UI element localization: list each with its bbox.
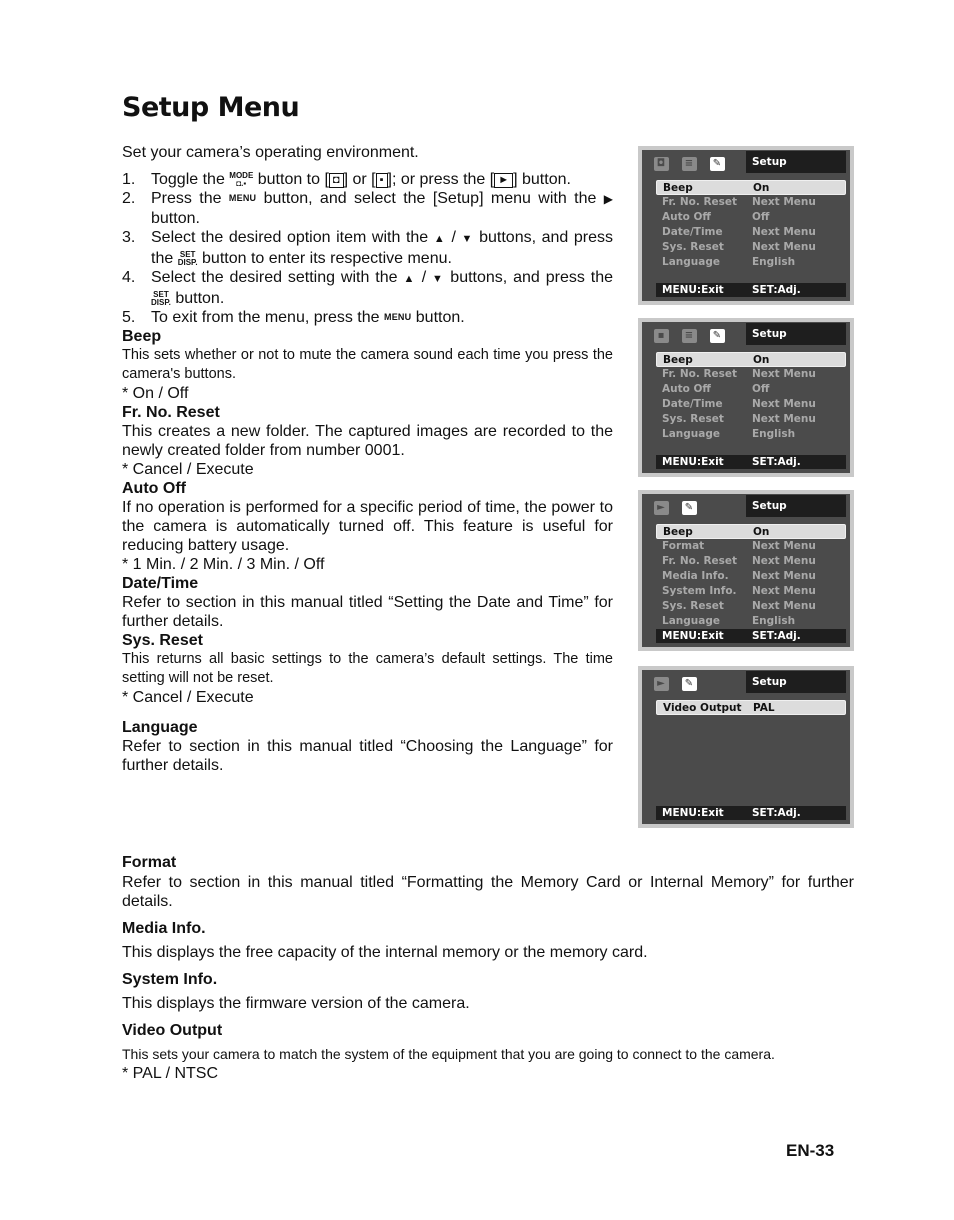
menu-header: Setup — [746, 671, 846, 693]
section-heading-media-info: Media Info. — [122, 920, 206, 937]
right-arrow-icon: ▶ — [603, 192, 614, 206]
setup-screen-1 — [638, 146, 854, 305]
menu-row: Language English — [662, 615, 796, 627]
step-2 — [122, 189, 613, 228]
tab-movie — [650, 325, 672, 347]
step-1 — [122, 170, 613, 189]
wrench-icon: ✎ — [710, 329, 725, 343]
down-arrow-icon: ▼ — [461, 233, 474, 245]
step-text: button. — [175, 290, 225, 307]
setup-screen-3 — [638, 490, 854, 651]
step-text: Select the desired setting with the — [151, 269, 398, 286]
menu-row: Auto Off Off — [662, 211, 770, 223]
section-heading-fr-no-reset: Fr. No. Reset — [122, 404, 220, 422]
menu-row: Fr. No. Reset Next Menu — [662, 196, 816, 208]
menu-row: Beep On — [656, 352, 846, 367]
menu-button-icon: MENU — [384, 312, 412, 323]
camera-lcd-screen — [642, 494, 850, 647]
step-text: ] or [ — [343, 171, 376, 188]
menu-row: Sys. Reset Next Menu — [662, 241, 816, 253]
step-text: ]; or press the [ — [387, 171, 495, 188]
step-text: Toggle the — [151, 171, 225, 188]
menu-button-icon: MENU — [228, 193, 257, 204]
section-body-format: Refer to section in this manual titled “Formatting the Memory Card or Internal Memory” for further details. — [122, 874, 854, 910]
full-width-column — [122, 853, 854, 1083]
down-arrow-icon: ▼ — [432, 273, 445, 285]
section-heading-sys-reset: Sys. Reset — [122, 632, 203, 650]
step-text: button. — [415, 309, 465, 326]
wrench-icon: ✎ — [682, 501, 697, 515]
tab-playback — [650, 497, 672, 519]
tab-setup — [706, 153, 728, 175]
menu-rows — [656, 180, 846, 270]
menu-header: Setup — [746, 323, 846, 345]
tab-list — [678, 325, 700, 347]
step-5 — [122, 308, 613, 327]
movie-icon: ▪ — [654, 329, 669, 343]
step-text: / — [421, 269, 427, 286]
list-icon: ≡ — [682, 329, 697, 343]
section-heading-beep: Beep — [122, 328, 162, 346]
menu-row: Format Next Menu — [662, 540, 816, 552]
menu-row: Beep On — [656, 180, 846, 195]
menu-row: Fr. No. Reset Next Menu — [662, 555, 816, 567]
wrench-icon: ✎ — [682, 677, 697, 691]
menu-row: Video Output PAL — [656, 700, 846, 715]
menu-row: Auto Off Off — [662, 383, 770, 395]
section-heading-date-time: Date/Time — [122, 575, 199, 593]
menu-rows — [656, 524, 846, 629]
play-icon: ► — [654, 677, 669, 691]
page-number: EN-33 — [786, 1141, 835, 1160]
step-4 — [122, 268, 613, 308]
menu-row: Beep On — [656, 524, 846, 539]
step-text: Press the — [151, 190, 222, 207]
step-text: button. — [151, 210, 200, 227]
menu-header: Setup — [746, 495, 846, 517]
step-number: 2. — [122, 190, 136, 207]
tab-camera — [650, 153, 672, 175]
section-options-sys-reset: * Cancel / Execute — [122, 689, 254, 707]
intro-text: Set your camera’s operating environment. — [122, 144, 419, 161]
wrench-icon: ✎ — [710, 157, 725, 171]
menu-header: Setup — [746, 151, 846, 173]
menu-row: Sys. Reset Next Menu — [662, 600, 816, 612]
left-column — [122, 143, 613, 775]
section-heading-system-info: System Info. — [122, 971, 218, 988]
camera-lcd-screen — [642, 670, 850, 824]
menu-row: Language English — [662, 256, 796, 268]
menu-footer: MENU:Exit SET:Adj. — [656, 806, 846, 820]
menu-row: System Info. Next Menu — [662, 585, 816, 597]
set-disp-button-icon: SET DISP. — [151, 289, 171, 307]
setup-screen-4 — [638, 666, 854, 828]
section-body-system-info: This displays the firmware version of the camera. — [122, 995, 470, 1012]
camera-lcd-screen — [642, 322, 850, 473]
play-icon: ► — [494, 173, 513, 188]
section-heading-auto-off: Auto Off — [122, 480, 186, 498]
play-icon: ► — [654, 501, 669, 515]
menu-rows — [656, 352, 846, 442]
menu-rows — [656, 700, 846, 715]
tab-setup — [706, 325, 728, 347]
set-disp-button-icon: SET DISP. — [177, 249, 198, 267]
up-arrow-icon: ▲ — [433, 233, 446, 245]
tab-setup — [678, 673, 700, 695]
page-title: Setup Menu — [122, 92, 300, 123]
mode-button-icon: MODE ◘.▪ — [229, 170, 254, 188]
step-number: 1. — [122, 171, 136, 188]
menu-row: Date/Time Next Menu — [662, 226, 816, 238]
tab-setup — [678, 497, 700, 519]
menu-row: Date/Time Next Menu — [662, 398, 816, 410]
tab-playback — [650, 673, 672, 695]
section-body-beep: This sets whether or not to mute the camera sound each time you press the camera's buttons. — [122, 347, 613, 383]
section-options-beep: * On / Off — [122, 385, 189, 403]
section-body-fr-no-reset: This creates a new folder. The captured images are recorded to the newly created folder from number 0001. — [122, 423, 613, 460]
steps-list — [122, 170, 613, 327]
menu-footer: MENU:Exit SET:Adj. — [656, 455, 846, 469]
tab-list — [678, 153, 700, 175]
section-body-sys-reset: This returns all basic settings to the camera’s default settings. The time setting will not be reset. — [122, 651, 613, 687]
up-arrow-icon: ▲ — [403, 273, 416, 285]
camera-icon: ◘ — [329, 173, 344, 188]
camera-icon: ◘ — [654, 157, 669, 171]
section-heading-video-output: Video Output — [122, 1022, 223, 1039]
section-body-video-output: This sets your camera to match the system of the equipment that you are going to connect to the camera. — [122, 1046, 775, 1062]
step-number: 5. — [122, 309, 136, 326]
camera-lcd-screen — [642, 150, 850, 301]
section-options-auto-off: * 1 Min. / 2 Min. / 3 Min. / Off — [122, 556, 325, 574]
menu-row: Language English — [662, 428, 796, 440]
step-text: To exit from the menu, press the — [151, 309, 380, 326]
step-text: buttons, and press the — [450, 269, 613, 286]
section-options-video-output: * PAL / NTSC — [122, 1065, 219, 1082]
menu-footer: MENU:Exit SET:Adj. — [656, 283, 846, 297]
section-options-fr-no-reset: * Cancel / Execute — [122, 461, 254, 479]
menu-row: Sys. Reset Next Menu — [662, 413, 816, 425]
step-text: ] button. — [513, 171, 571, 188]
menu-footer: MENU:Exit SET:Adj. — [656, 629, 846, 643]
step-text: Select the desired option item with the — [151, 229, 429, 246]
step-text: button, and select the [Setup] menu with the — [263, 190, 597, 207]
section-body-language: Refer to section in this manual titled “Choosing the Language” for further details. — [122, 738, 613, 775]
setup-screen-2 — [638, 318, 854, 477]
step-text: / — [451, 229, 456, 246]
step-number: 4. — [122, 269, 136, 286]
list-icon: ≡ — [682, 157, 697, 171]
step-text: buttons, and press the — [151, 229, 614, 267]
movie-icon: ▪ — [376, 173, 388, 188]
menu-row: Media Info. Next Menu — [662, 570, 816, 582]
section-body-media-info: This displays the free capacity of the internal memory or the memory card. — [122, 944, 648, 961]
step-number: 3. — [122, 229, 136, 246]
section-heading-format: Format — [122, 854, 177, 871]
step-text: button to enter its respective menu. — [202, 250, 452, 267]
menu-row: Fr. No. Reset Next Menu — [662, 368, 816, 380]
section-body-auto-off: If no operation is performed for a specific period of time, the power to the camera is automatically turned off. This feature is useful for reducing battery usage. — [122, 499, 613, 555]
step-3 — [122, 228, 613, 268]
section-heading-language: Language — [122, 719, 198, 737]
step-text: button to [ — [257, 171, 329, 188]
section-body-date-time: Refer to section in this manual titled “Setting the Date and Time” for further details. — [122, 594, 613, 631]
